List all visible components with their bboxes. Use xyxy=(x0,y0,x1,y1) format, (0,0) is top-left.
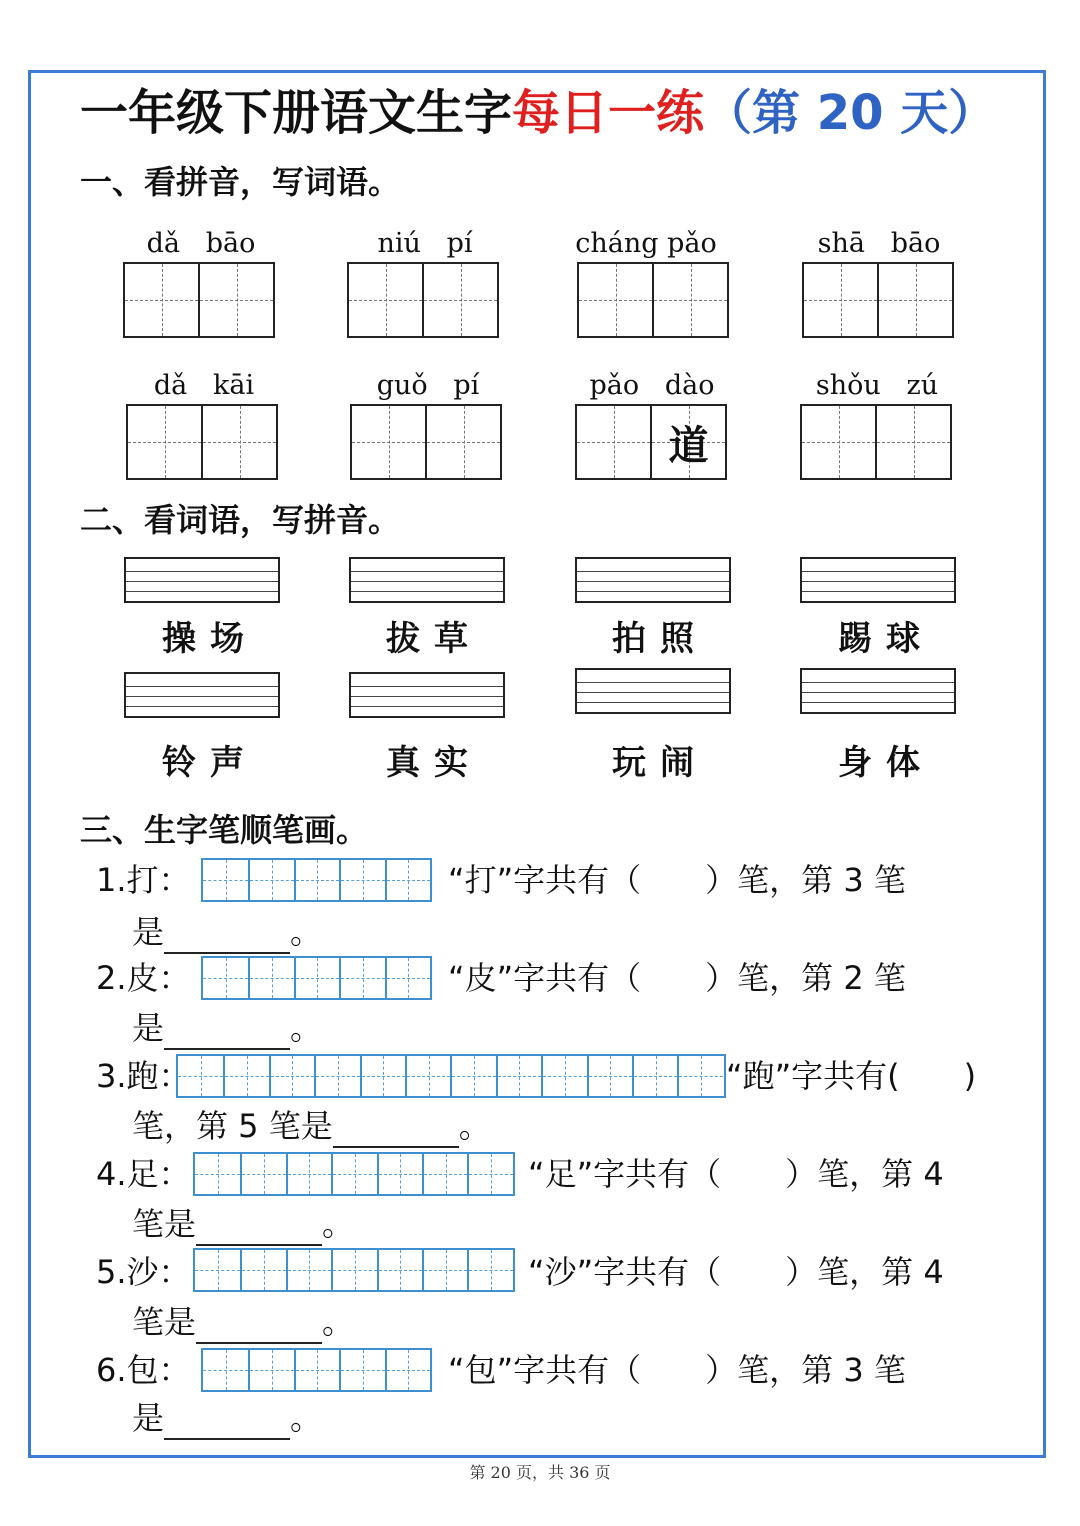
pinyin-writing-lines[interactable] xyxy=(124,672,280,718)
title-day: （第 20 天） xyxy=(704,85,997,141)
writing-cell[interactable] xyxy=(352,406,425,478)
pinyin-writing-lines[interactable] xyxy=(575,668,731,714)
question-text: “打”字共有（ ）笔，第 3 笔 xyxy=(448,861,906,899)
pinyin-writing-lines[interactable] xyxy=(349,557,505,603)
pinyin-label: dǎ kāi xyxy=(153,370,255,401)
question-text: “包”字共有（ ）笔，第 3 笔 xyxy=(448,1351,906,1389)
vocab-word: 玩闹 xyxy=(612,743,708,783)
question-text: “跑”字共有( ) xyxy=(726,1057,977,1095)
pinyin-label: dǎ bāo xyxy=(146,228,256,259)
writing-cell[interactable] xyxy=(802,406,875,478)
page-footer: 第 20 页，共 36 页 xyxy=(469,1463,611,1482)
question-continuation: 笔是 。 xyxy=(132,1202,354,1246)
vocab-word: 拍照 xyxy=(612,619,708,659)
answer-blank[interactable] xyxy=(164,1404,290,1440)
vocab-word: 操场 xyxy=(162,619,258,659)
pinyin-writing-lines[interactable] xyxy=(800,668,956,714)
question-continuation: 笔，第 5 笔是 。 xyxy=(132,1104,491,1148)
question-continuation: 笔是 。 xyxy=(132,1300,354,1344)
pinyin-label: shā bāo xyxy=(817,228,941,259)
stroke-order-grid[interactable] xyxy=(193,1248,515,1292)
question-continuation: 是 。 xyxy=(132,1006,322,1050)
pinyin-label: niú pí xyxy=(377,228,473,259)
pinyin-label: shǒu zú xyxy=(815,370,939,401)
question-label: 6.包： xyxy=(96,1351,191,1389)
writing-cell[interactable] xyxy=(198,264,273,336)
question-continuation: 是 。 xyxy=(132,1396,322,1440)
pinyin-label: guǒ pí xyxy=(376,370,480,401)
question-label: 2.皮： xyxy=(96,959,191,997)
writing-box-pair[interactable] xyxy=(350,404,502,480)
pinyin-writing-lines[interactable] xyxy=(124,557,280,603)
writing-cell[interactable] xyxy=(201,406,276,478)
writing-cell[interactable] xyxy=(650,406,725,478)
writing-cell[interactable] xyxy=(125,264,198,336)
question-label: 4.足： xyxy=(96,1155,191,1193)
question-continuation: 是 。 xyxy=(132,910,322,954)
title-main: 一年级下册语文生字 xyxy=(80,85,513,141)
writing-cell[interactable] xyxy=(422,264,497,336)
question-label: 3.跑： xyxy=(96,1057,191,1095)
worksheet-title xyxy=(80,80,996,146)
vocab-word: 拔草 xyxy=(386,619,482,659)
answer-blank[interactable] xyxy=(196,1210,322,1246)
pinyin-writing-lines[interactable] xyxy=(800,557,956,603)
writing-cell[interactable] xyxy=(877,264,952,336)
writing-cell[interactable] xyxy=(804,264,877,336)
answer-blank[interactable] xyxy=(164,1014,290,1050)
vocab-word: 真实 xyxy=(386,743,482,783)
question-text: “皮”字共有（ ）笔，第 2 笔 xyxy=(448,959,906,997)
pinyin-label: pǎo dào xyxy=(589,370,715,401)
section3-heading: 三、生字笔顺笔画。 xyxy=(80,811,369,849)
writing-box-pair[interactable] xyxy=(802,262,954,338)
title-highlight: 每日一练 xyxy=(512,85,705,141)
question-text: “沙”字共有（ ）笔，第 4 xyxy=(528,1253,944,1291)
answer-blank[interactable] xyxy=(333,1112,459,1148)
writing-cell[interactable] xyxy=(128,406,201,478)
section1-heading: 一、看拼音，写词语。 xyxy=(80,163,401,201)
stroke-order-grid[interactable] xyxy=(201,956,432,1000)
pinyin-label: cháng pǎo xyxy=(575,228,717,259)
question-label: 1.打： xyxy=(96,861,191,899)
question-text: “足”字共有（ ）笔，第 4 xyxy=(528,1155,944,1193)
writing-cell[interactable] xyxy=(577,406,650,478)
answer-blank[interactable] xyxy=(196,1308,322,1344)
writing-box-pair[interactable] xyxy=(575,404,727,480)
writing-cell[interactable] xyxy=(875,406,950,478)
writing-cell[interactable] xyxy=(579,264,652,336)
writing-box-pair[interactable] xyxy=(577,262,729,338)
writing-box-pair[interactable] xyxy=(123,262,275,338)
stroke-order-grid[interactable] xyxy=(193,1152,515,1196)
question-label: 5.沙： xyxy=(96,1253,191,1291)
sample-character: 道 xyxy=(668,421,709,469)
pinyin-writing-lines[interactable] xyxy=(575,557,731,603)
vocab-word: 铃声 xyxy=(162,743,258,783)
writing-cell[interactable] xyxy=(349,264,422,336)
writing-box-pair[interactable] xyxy=(126,404,278,480)
answer-blank[interactable] xyxy=(164,918,290,954)
writing-cell[interactable] xyxy=(652,264,727,336)
writing-box-pair[interactable] xyxy=(800,404,952,480)
stroke-order-grid[interactable] xyxy=(176,1054,726,1098)
pinyin-writing-lines[interactable] xyxy=(349,672,505,718)
stroke-order-grid[interactable] xyxy=(201,858,432,902)
vocab-word: 踢球 xyxy=(838,619,934,659)
stroke-order-grid[interactable] xyxy=(201,1348,432,1392)
writing-box-pair[interactable] xyxy=(347,262,499,338)
vocab-word: 身体 xyxy=(838,743,934,783)
writing-cell[interactable] xyxy=(425,406,500,478)
section2-heading: 二、看词语，写拼音。 xyxy=(80,501,401,539)
